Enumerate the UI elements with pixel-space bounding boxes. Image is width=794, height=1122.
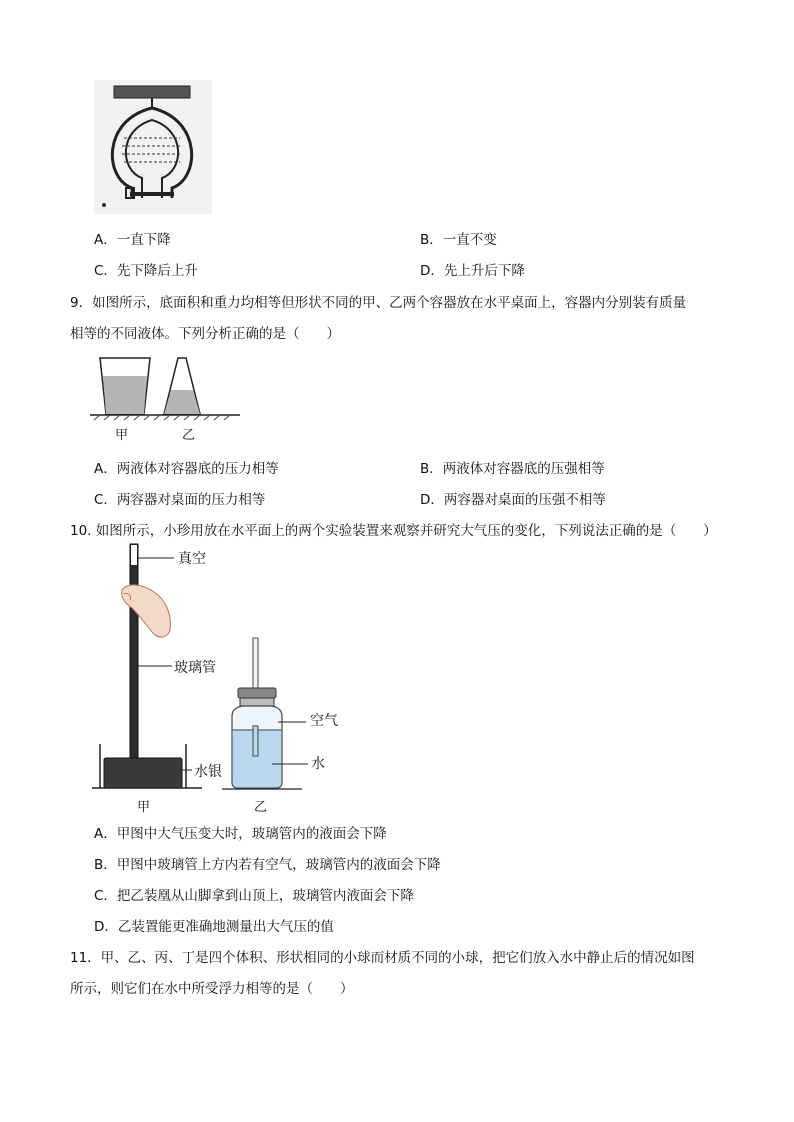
q10-label-jia: 甲 [137, 800, 151, 815]
q10-label-water: 水 [311, 756, 325, 772]
q10-option-c[interactable]: C．把乙装凰从山脚拿到山顶上，玻璃管内液面会下降 [94, 888, 414, 904]
q10-option-d[interactable]: D．乙装置能更准确地测量出大气压的值 [94, 919, 334, 935]
q9-stem-line1: 9．如图所示，底面积和重力均相等但形状不同的甲、乙两个容器放在水平桌面上，容器内分别装有质量 [70, 295, 687, 311]
q9-stem-line2: 相等的不同液体。下列分析正确的是（ ） [70, 326, 340, 342]
q10-stem: 10. 如图所示，小珍用放在水平面上的两个实验装置来观察并研究大气压的变化，下列说法正确的是（ ） [70, 523, 717, 539]
q10-label-yi: 乙 [254, 800, 268, 815]
q8-option-a[interactable]: A．一直下降 [94, 232, 171, 248]
q9-option-d[interactable]: D．两容器对桌面的压强不相等 [420, 492, 606, 508]
q11-stem-line2: 所示，则它们在水中所受浮力相等的是（ ） [70, 981, 354, 997]
q8-option-b[interactable]: B．一直不变 [420, 232, 497, 248]
q10-label-glass-tube: 玻璃管 [174, 660, 216, 676]
q9-option-b[interactable]: B．两液体对容器底的压强相等 [420, 461, 605, 477]
q10-option-b[interactable]: B．甲图中玻璃管上方内若有空气，玻璃管内的液面会下降 [94, 857, 441, 873]
q9-label-yi: 乙 [182, 428, 196, 443]
q11-stem-line1: 11．甲、乙、丙、丁是四个体积、形状相同的小球而材质不同的小球，把它们放入水中静止后的情况如图 [70, 950, 695, 966]
q8-figure [94, 80, 212, 214]
q10-label-air: 空气 [310, 713, 338, 729]
q10-option-a[interactable]: A．甲图中大气压变大时，玻璃管内的液面会下降 [94, 826, 387, 842]
q10-label-vacuum: 真空 [178, 551, 206, 567]
q10-label-mercury: 水银 [194, 764, 222, 780]
q9-label-jia: 甲 [115, 428, 129, 443]
q8-option-d[interactable]: D．先上升后下降 [420, 263, 525, 279]
q9-option-c[interactable]: C．两容器对桌面的压力相等 [94, 492, 266, 508]
q8-option-c[interactable]: C．先下降后上升 [94, 263, 198, 279]
q9-figure [90, 354, 240, 440]
q9-option-a[interactable]: A．两液体对容器底的压力相等 [94, 461, 279, 477]
